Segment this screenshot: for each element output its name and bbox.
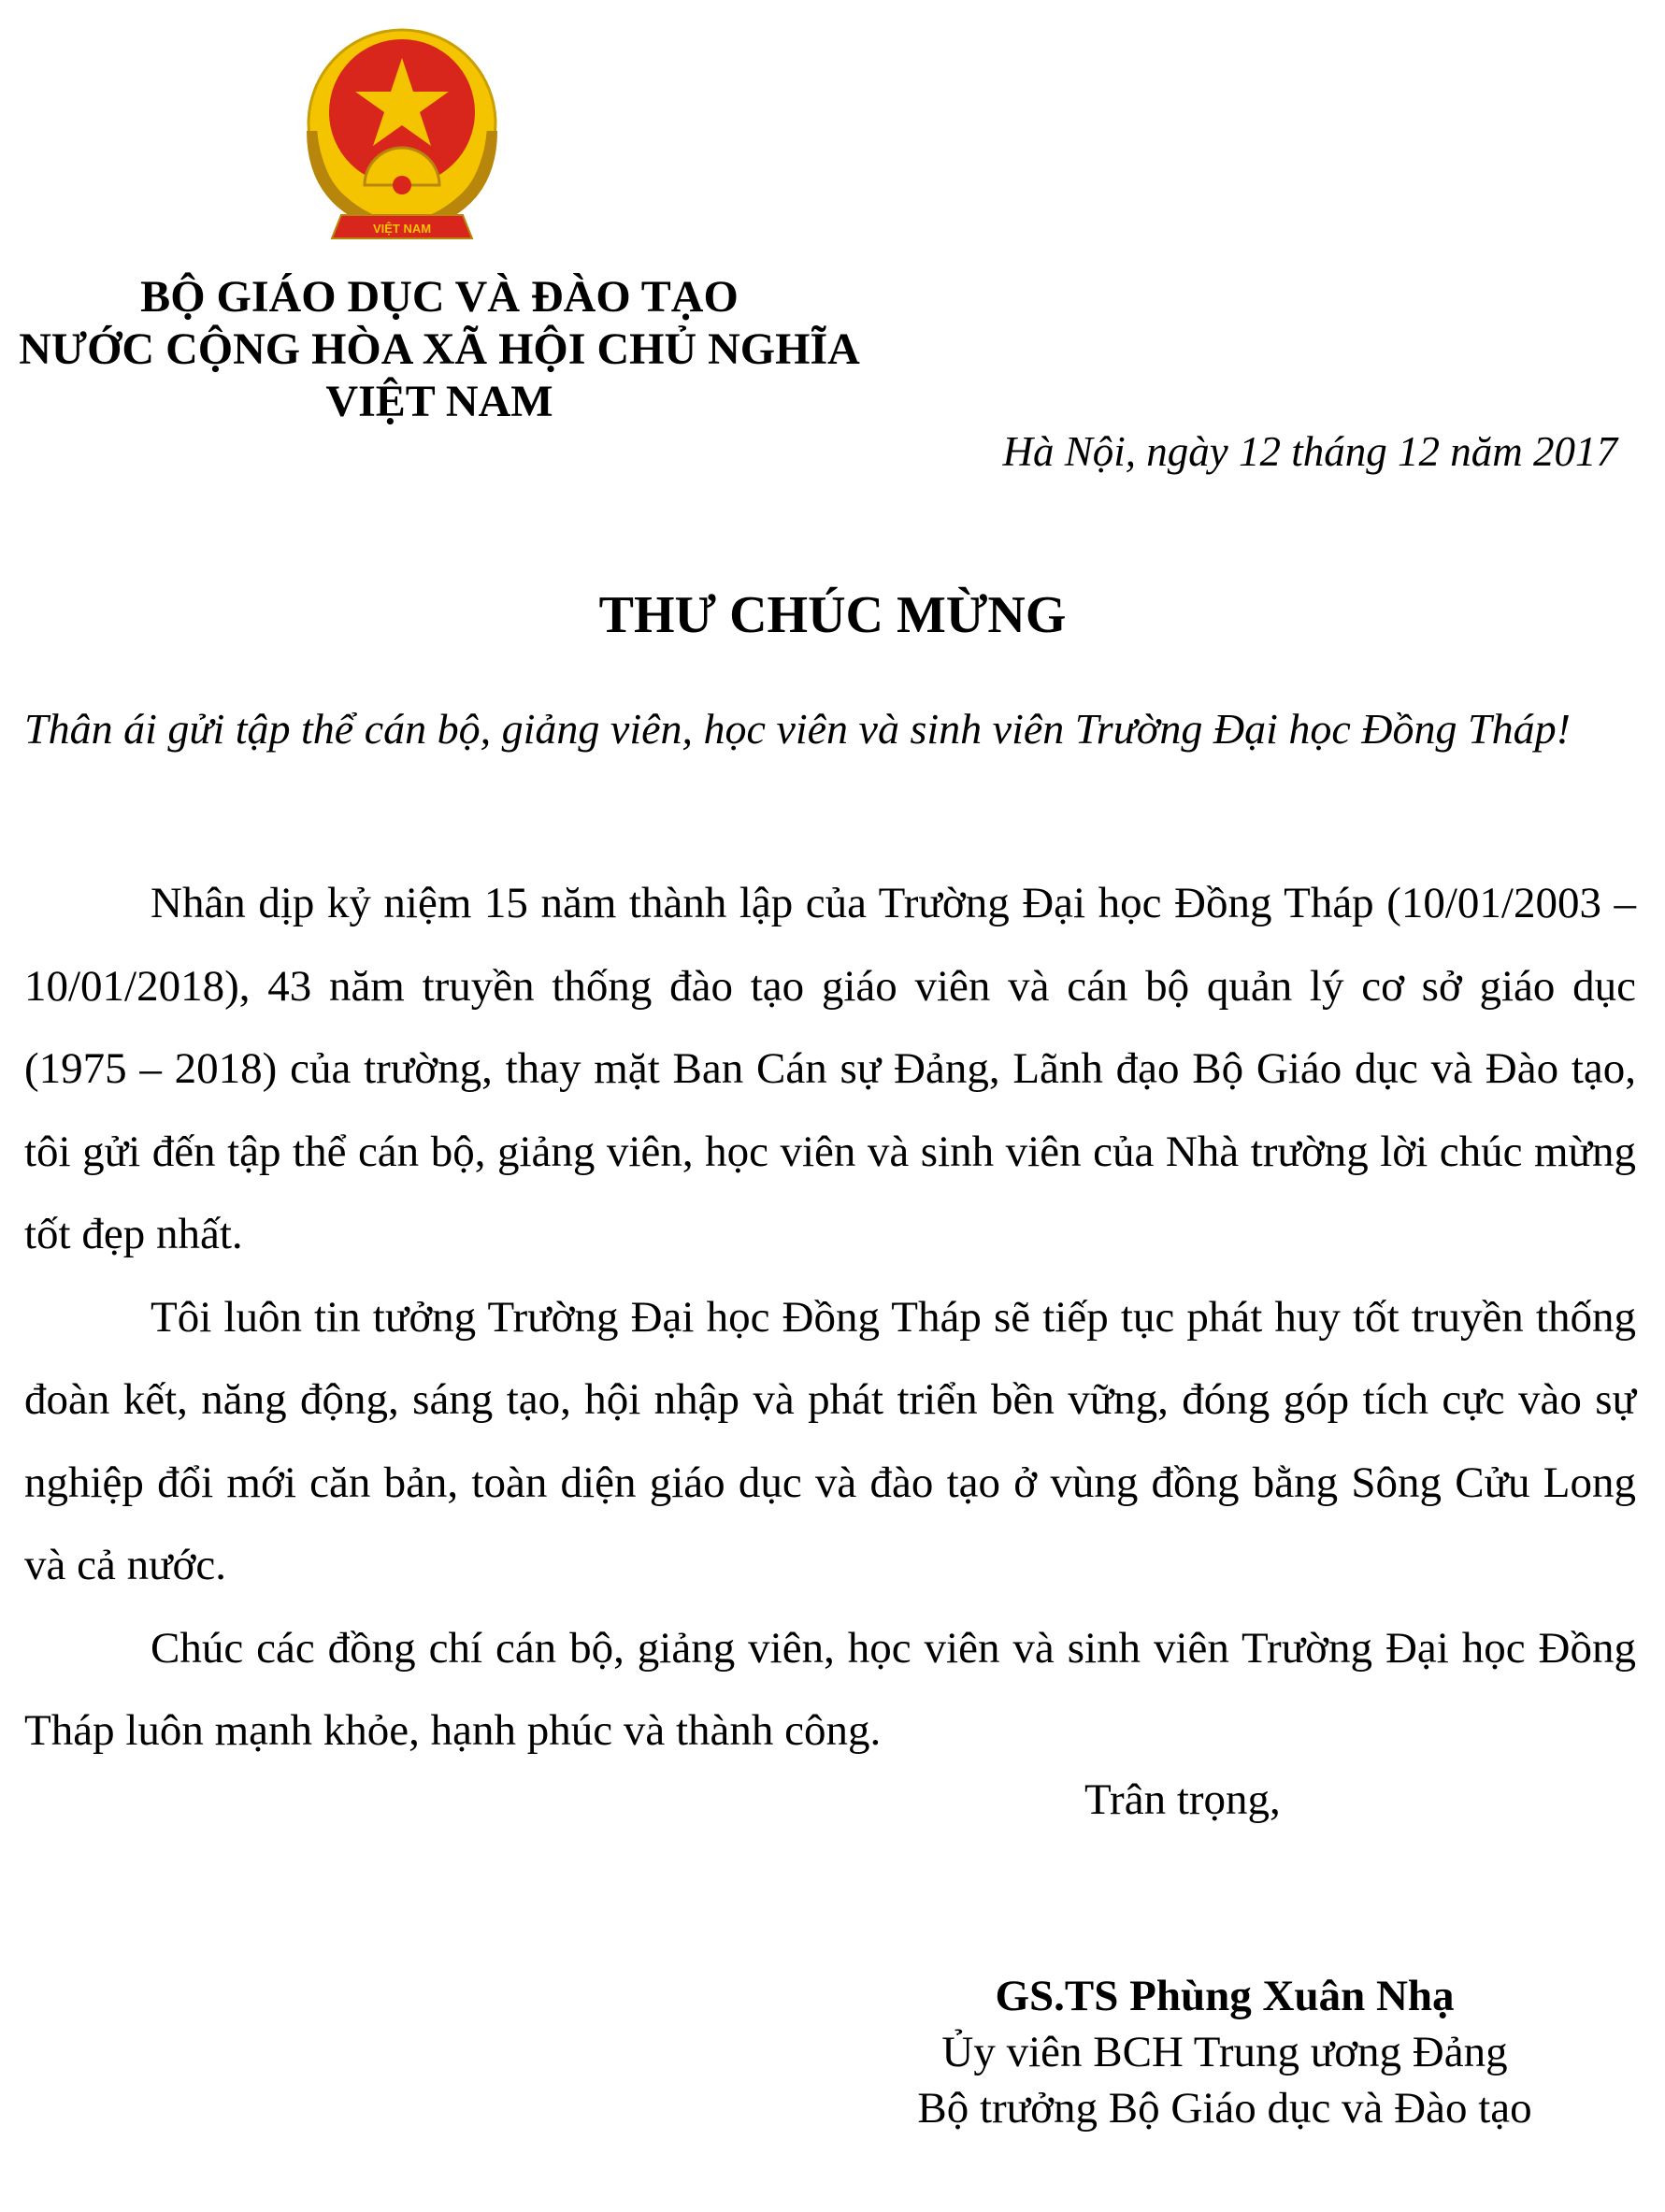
national-emblem <box>276 19 528 252</box>
signer-title-minister: Bộ trưởng Bộ Giáo dục và Đào tạo <box>917 2084 1532 2133</box>
header-line-country: NƯỚC CỘNG HÒA XÃ HỘI CHỦ NGHĨA <box>19 324 860 374</box>
body-paragraph: Nhân dịp kỷ niệm 15 năm thành lập của Trường Đại học Đồng Tháp (10/01/2003 – 10/01/2018), 43 năm truyền thống đào tạo giáo viên và cán bộ quản lý cơ sở giáo dục (1975 – 2018) của trường, thay mặt Ban Cán sự Đảng, Lãnh đạo Bộ Giáo dục và Đào tạo, tôi gửi đến tập thể cán bộ, giảng viên, học viên và sinh viên của Nhà trường lời chúc mừng tốt đẹp nhất. <box>24 879 1636 1258</box>
signer-title-party: Ủy viên BCH Trung ương Đảng <box>941 2028 1508 2076</box>
document-title: THƯ CHÚC MỪNG <box>598 586 1067 644</box>
closing-line: Trân trọng, <box>1084 1775 1281 1824</box>
signature-block <box>823 1968 1627 2136</box>
body-paragraph: Chúc các đồng chí cán bộ, giảng viên, học viên và sinh viên Trường Đại học Đồng Tháp luôn mạnh khỏe, hạnh phúc và thành công. <box>24 1623 1636 1755</box>
greeting-line: Thân ái gửi tập thể cán bộ, giảng viên, học viên và sinh viên Trường Đại học Đồng Tháp! <box>24 705 1571 753</box>
header-line-country-cont: VIỆT NAM <box>325 377 553 426</box>
vietnam-national-emblem-icon <box>276 19 528 252</box>
header-line-ministry: BỘ GIÁO DỤC VÀ ĐÀO TẠO <box>140 272 739 322</box>
issuing-authority-header <box>19 271 860 428</box>
emblem-inscription: VIỆT NAM <box>372 222 432 236</box>
signer-name: GS.TS Phùng Xuân Nhạ <box>995 1972 1455 2020</box>
letter-body <box>24 862 1636 1773</box>
body-paragraph: Tôi luôn tin tưởng Trường Đại học Đồng Tháp sẽ tiếp tục phát huy tốt truyền thống đoàn kết, năng động, sáng tạo, hội nhập và phát triển bền vững, đóng góp tích cực vào sự nghiệp đổi mới căn bản, toàn diện giáo dục và đào tạo ở vùng đồng bằng Sông Cửu Long và cả nước. <box>24 1292 1636 1589</box>
date-line: Hà Nội, ngày 12 tháng 12 năm 2017 <box>1002 428 1617 475</box>
